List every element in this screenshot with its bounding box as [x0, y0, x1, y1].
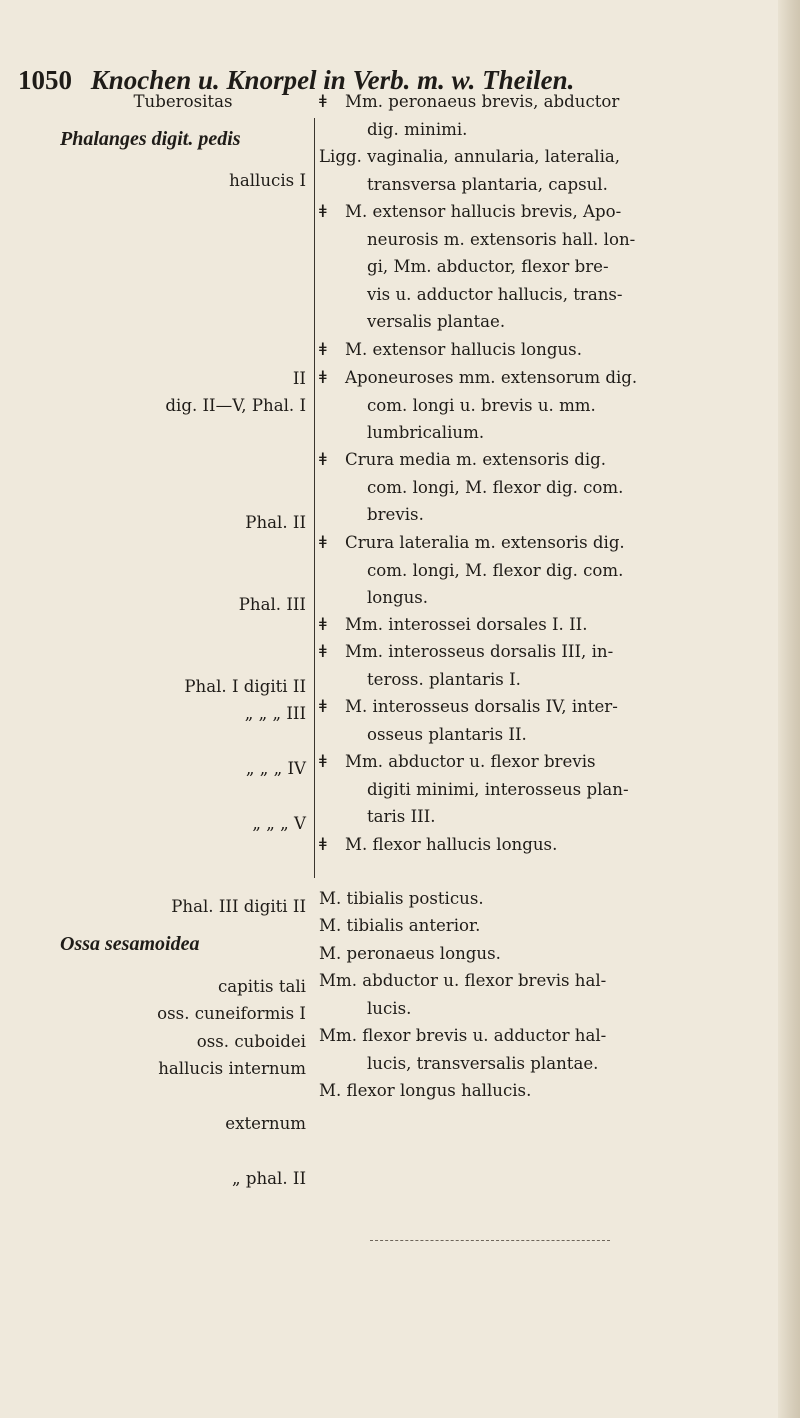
- entry-line: [319, 1050, 764, 1078]
- entry: [319, 446, 764, 529]
- left-label: Phal. II: [245, 513, 306, 532]
- entry-line: [319, 171, 764, 199]
- entry-text: transversa plantaria, capsul.: [367, 174, 608, 194]
- left-heading: Ossa sesamoidea: [60, 933, 200, 955]
- entry-line: [319, 557, 764, 585]
- dagger-mark-icon: ǂ: [319, 641, 327, 661]
- entry-line: [319, 253, 764, 281]
- column-divider: [314, 118, 315, 878]
- dagger-mark-icon: ǂ: [319, 834, 327, 854]
- entry-text: M. interosseus dorsalis IV, inter-: [345, 697, 618, 716]
- entry-line: [319, 308, 764, 336]
- entry-line: [319, 940, 764, 968]
- left-label: Phal. III: [238, 595, 306, 614]
- entry-line: [319, 1022, 764, 1050]
- entry-text: M. peronaeus longus.: [319, 944, 501, 963]
- entry: [319, 912, 764, 940]
- entry-line: [319, 392, 764, 420]
- entry-text: Mm. interossei dorsales I. II.: [345, 615, 588, 634]
- entry-line: [319, 281, 764, 309]
- entry-text: longus.: [367, 588, 429, 607]
- left-label: oss. cuneiformis I: [157, 1004, 306, 1023]
- entry-text: lucis.: [367, 998, 412, 1018]
- entry-line: [319, 446, 764, 474]
- entry-text: M. flexor hallucis longus.: [345, 835, 558, 854]
- running-title: Knochen u. Knorpel in Verb. m. w. Theilen.: [90, 65, 575, 95]
- left-label: capitis tali: [217, 977, 306, 996]
- dagger-mark-icon: ǂ: [319, 751, 327, 771]
- entry: [319, 198, 764, 336]
- entry-text: versalis plantae.: [367, 312, 506, 331]
- left-label: „ phal. II: [231, 1169, 306, 1188]
- entry-text: Ligg. vaginalia, annularia, lateralia,: [319, 147, 621, 166]
- entry-text: Mm. interosseus dorsalis III, in-: [345, 642, 614, 661]
- left-label: hallucis internum: [158, 1059, 306, 1078]
- dagger-mark-icon: ǂ: [319, 91, 327, 111]
- entry-text: com. longi, M. flexor dig. com.: [367, 477, 624, 497]
- entry: [319, 967, 764, 1022]
- entry: [319, 693, 764, 748]
- entry: [319, 748, 764, 831]
- entry: [319, 364, 764, 447]
- entry-text: gi, Mm. abductor, flexor bre-: [367, 257, 609, 276]
- left-label: dig. II—V, Phal. I: [165, 396, 306, 415]
- entry-text: com. longi u. brevis u. mm.: [367, 395, 596, 415]
- entry-line: [319, 995, 764, 1023]
- entry-line: [319, 611, 764, 639]
- entry: [319, 336, 764, 364]
- entry-line: [319, 693, 764, 721]
- entry-text: taris III.: [367, 807, 436, 826]
- entry-text: lucis, transversalis plantae.: [367, 1053, 599, 1073]
- entry-text: lumbricalium.: [367, 423, 485, 442]
- entry: [319, 885, 764, 913]
- entry-text: Mm. abductor u. flexor brevis: [345, 752, 596, 771]
- entry-text: M. extensor hallucis brevis, Apo-: [345, 202, 622, 221]
- entry-text: Mm. abductor u. flexor brevis hal-: [319, 971, 607, 990]
- entry: [319, 88, 764, 143]
- left-label: Tuberositas: [133, 92, 233, 111]
- left-label: Phal. I digiti II: [184, 677, 306, 696]
- left-label: oss. cuboidei: [196, 1032, 306, 1051]
- entry-line: [319, 88, 764, 116]
- entry-text: M. flexor longus hallucis.: [319, 1081, 532, 1100]
- entry-line: [319, 584, 764, 612]
- entry-text: neurosis m. extensoris hall. lon-: [367, 229, 636, 249]
- dagger-mark-icon: ǂ: [319, 696, 327, 716]
- dagger-mark-icon: ǂ: [319, 201, 327, 221]
- entry-line: [319, 721, 764, 749]
- left-label: „ „ „ V: [252, 814, 306, 833]
- entry-line: [319, 666, 764, 694]
- entry-text: osseus plantaris II.: [367, 724, 527, 744]
- entry-text: M. tibialis anterior.: [319, 916, 481, 935]
- entry-line: [319, 116, 764, 144]
- left-label: „ „ „ III: [244, 704, 306, 723]
- dagger-mark-icon: ǂ: [319, 449, 327, 469]
- entry-line: [319, 474, 764, 502]
- left-label: „ „ „ IV: [245, 759, 306, 778]
- entry-text: digiti minimi, interosseus plan-: [367, 779, 629, 799]
- left-label: Phal. III digiti II: [171, 897, 306, 916]
- entry-line: [319, 529, 764, 557]
- entry: [319, 611, 764, 639]
- entry: [319, 529, 764, 612]
- entry-line: [319, 501, 764, 529]
- left-label: II: [292, 369, 306, 388]
- entry-text: dig. minimi.: [367, 119, 468, 139]
- entry-line: [319, 967, 764, 995]
- entry-line: [319, 912, 764, 940]
- entry-text: teross. plantaris I.: [367, 669, 521, 689]
- entry-text: com. longi, M. flexor dig. com.: [367, 560, 624, 580]
- left-heading: Phalanges digit. pedis: [60, 128, 241, 150]
- entry: [319, 1022, 764, 1077]
- entry-text: Crura lateralia m. extensoris dig.: [345, 533, 625, 552]
- page-number: 1050: [18, 65, 72, 95]
- entry-text: M. extensor hallucis longus.: [345, 340, 582, 359]
- dagger-mark-icon: ǂ: [319, 339, 327, 359]
- entry-line: [319, 364, 764, 392]
- entry-line: [319, 1077, 764, 1105]
- entry-line: [319, 198, 764, 226]
- page-edge-shadow: [778, 0, 800, 1418]
- entry-line: [319, 419, 764, 447]
- entry-text: Mm. flexor brevis u. adductor hal-: [319, 1026, 607, 1045]
- entry-text: Aponeuroses mm. extensorum dig.: [345, 368, 638, 387]
- entry: [319, 638, 764, 693]
- entry-text: vis u. adductor hallucis, trans-: [367, 284, 623, 304]
- entry-line: [319, 885, 764, 913]
- dagger-mark-icon: ǂ: [319, 614, 327, 634]
- entry-line: [319, 143, 764, 171]
- entry: [319, 940, 764, 968]
- entry-text: brevis.: [367, 505, 424, 524]
- entry-line: [319, 336, 764, 364]
- entry-line: [319, 831, 764, 859]
- entry: [319, 143, 764, 198]
- entry-line: [319, 226, 764, 254]
- left-label: externum: [225, 1114, 306, 1133]
- entry-text: Crura media m. extensoris dig.: [345, 450, 607, 469]
- entry: [319, 1077, 764, 1105]
- entry: [319, 831, 764, 859]
- dagger-mark-icon: ǂ: [319, 532, 327, 552]
- entry-text: Mm. peronaeus brevis, abductor: [345, 92, 620, 111]
- entry-line: [319, 803, 764, 831]
- left-label: hallucis I: [229, 171, 306, 190]
- dashed-rule: [370, 1240, 610, 1241]
- entry-text: M. tibialis posticus.: [319, 889, 484, 908]
- dagger-mark-icon: ǂ: [319, 367, 327, 387]
- entry-line: [319, 748, 764, 776]
- entry-line: [319, 638, 764, 666]
- entry-line: [319, 776, 764, 804]
